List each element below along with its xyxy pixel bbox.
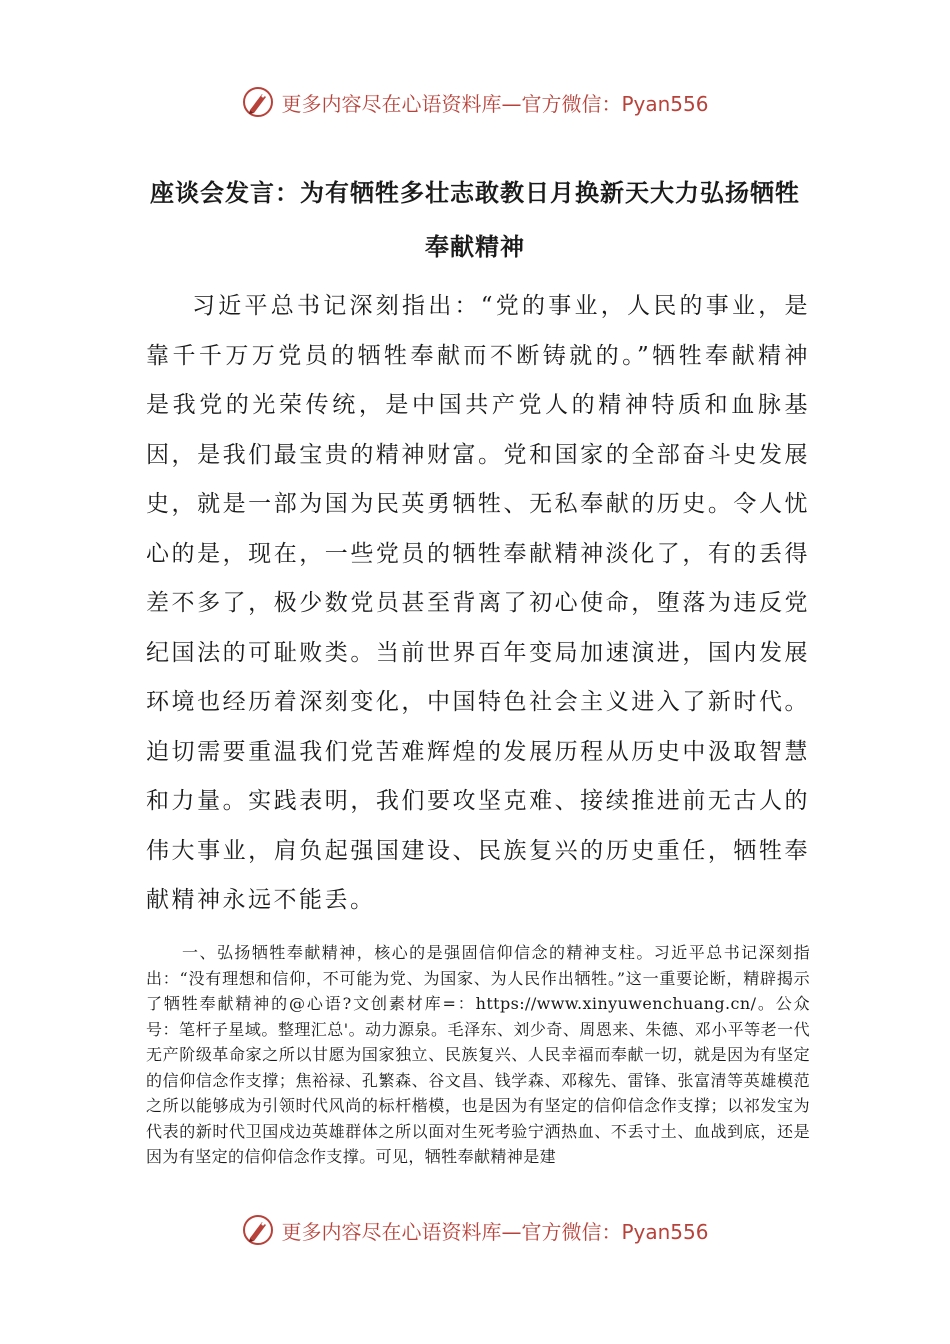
pen-logo-icon: [241, 1213, 275, 1247]
header-banner-text: 更多内容尽在心语资料库—官方微信：Pyan556: [281, 91, 709, 116]
header-banner: [0, 82, 950, 122]
paragraph-section-one: 一、弘扬牺牲奉献精神，核心的是强固信仰信念的精神支柱。习近平总书记深刻指出：“没有理想和信仰，不可能为党、为国家、为人民作出牺牲。”这一重要论断，精辟揭示了牺牲奉献精神的@心语?文创素材库=：https://www.xinyuwenchuang.cn/。公众号：笔杆子星域。整理汇总'。动力源泉。毛泽东、刘少奇、周恩来、朱德、邓小平等老一代无产阶级革命家之所以甘愿为国家独立、民族复兴、人民幸福而奉献一切，就是因为有坚定的信仰信念作支撑；焦裕禄、孔繁森、谷文昌、钱学森、邓稼先、雷锋、张富清等英雄模范之所以能够成为引领时代风尚的标杆楷模，也是因为有坚定的信仰信念作支撑；以祁发宝为代表的新时代卫国戍边英雄群体之所以面对生死考验宁洒热血、不丢寸土、血战到底，还是因为有坚定的信仰信念作支撑。可见，牺牲奉献精神是建: [146, 943, 810, 1166]
pen-logo-icon: [241, 85, 275, 119]
footer-banner-text: 更多内容尽在心语资料库—官方微信：Pyan556: [281, 1219, 709, 1244]
footer-banner: [0, 1210, 950, 1250]
document-title: 座谈会发言：为有牺牲多壮志敢教日月换新天大力弘扬牺牲奉献精神: [150, 179, 800, 261]
paragraph-intro: 习近平总书记深刻指出：“党的事业，人民的事业，是靠千千万万党员的牺牲奉献而不断铸就的。”牺牲奉献精神是我党的光荣传统，是中国共产党人的精神特质和血脉基因，是我们最宝贵的精神财富。党和国家的全部奋斗史发展史，就是一部为国为民英勇牺牲、无私奉献的历史。令人忧心的是，现在，一些党员的牺牲奉献精神淡化了，有的丢得差不多了，极少数党员甚至背离了初心使命，堕落为违反党纪国法的可耻败类。当前世界百年变局加速演进，国内发展环境也经历着深刻变化，中国特色社会主义进入了新时代。迫切需要重温我们党苦难辉煌的发展历程从历史中汲取智慧和力量。实践表明，我们要攻坚克难、接续推进前无古人的伟大事业，肩负起强国建设、民族复兴的历史重任，牺牲奉献精神永远不能丢。: [146, 293, 810, 913]
